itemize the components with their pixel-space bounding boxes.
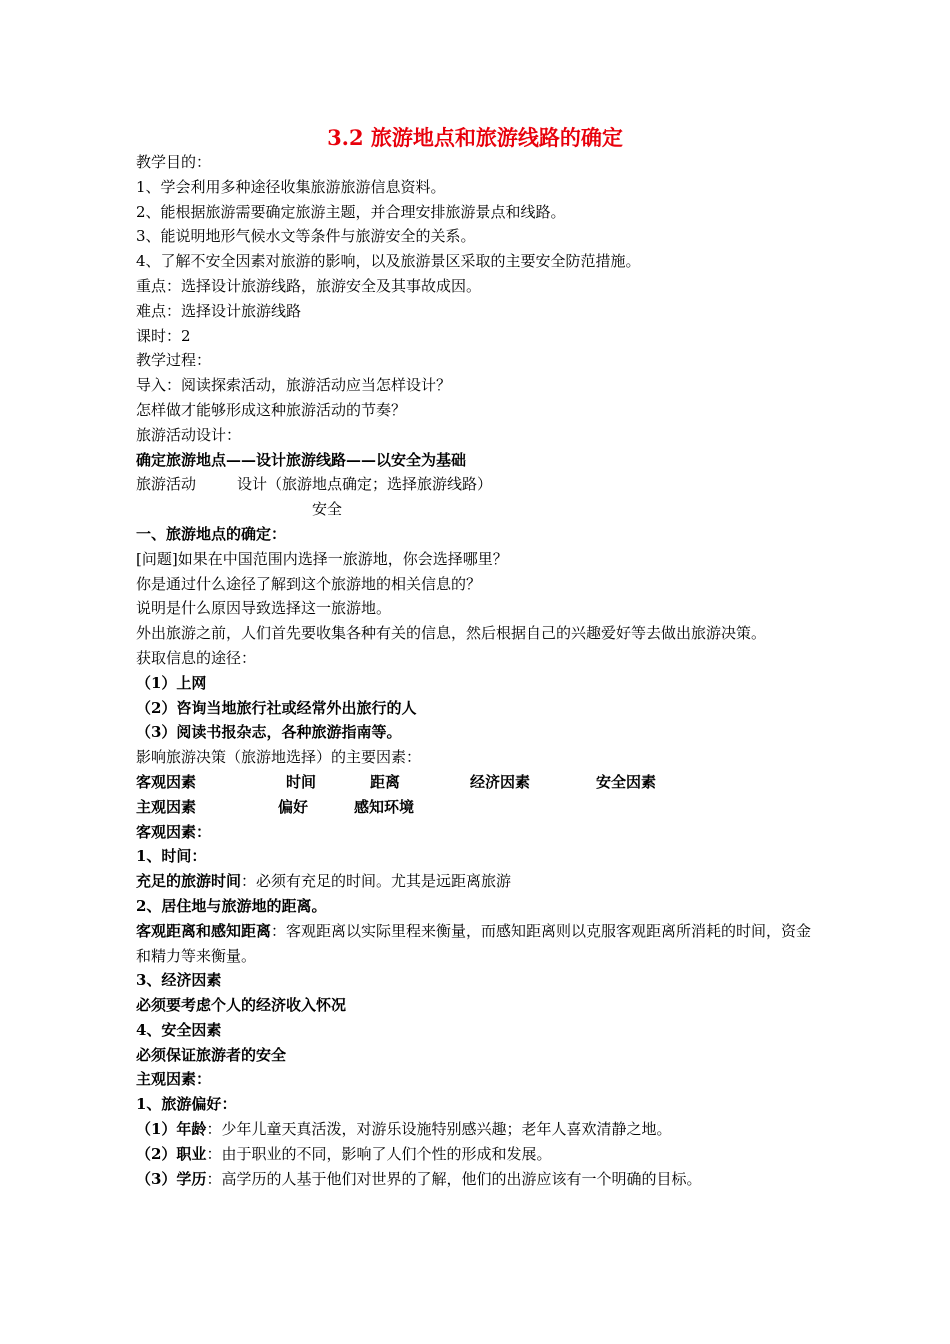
text-line: 课时：2: [136, 326, 191, 345]
definition: ：客观距离以实际里程来衡量，而感知距离则以克服客观距离所消耗的时间，资金和精力等来衡量。: [136, 921, 812, 965]
text-line: 2、能根据旅游需要确定旅游主题，并合理安排旅游景点和线路。: [136, 202, 566, 221]
sub-heading: 3、经济因素: [136, 971, 222, 990]
section-heading: 客观因素：: [136, 822, 212, 841]
definition: ：少年儿童天真活泼，对游乐设施特别感兴趣；老年人喜欢清静之地。: [206, 1120, 672, 1139]
factor-cell: 偏好: [278, 797, 309, 816]
text-line: 旅游活动设计：: [136, 425, 242, 444]
sub-heading: 1、时间：: [136, 847, 207, 866]
factor-cell: 距离: [370, 772, 401, 791]
text-line: [136, 1142, 826, 1167]
safety-label: 安全: [312, 500, 343, 519]
definition: ：由于职业的不同，影响了人们个性的形成和发展。: [206, 1144, 552, 1163]
text-line: [136, 869, 826, 894]
term: （3）学历: [136, 1169, 207, 1188]
subjective-factors-row: [136, 795, 826, 820]
sub-heading: 1、旅游偏好：: [136, 1095, 237, 1114]
objective-factors-row: [136, 770, 826, 795]
activity-label: 旅游活动: [136, 475, 197, 494]
term: （2）职业: [136, 1144, 207, 1163]
text-line: 3、能说明地形气候水文等条件与旅游安全的关系。: [136, 227, 476, 246]
factor-cell: 时间: [286, 772, 317, 791]
document-title: 3.2 旅游地点和旅游线路的确定: [327, 125, 623, 150]
text-line: 你是通过什么途径了解到这个旅游地的相关信息的？: [136, 574, 482, 593]
text-line: [136, 1167, 826, 1192]
text-line-bold: 必须保证旅游者的安全: [136, 1045, 287, 1064]
text-line: 说明是什么原因导致选择这一旅游地。: [136, 599, 392, 618]
text-line: 获取信息的途径：: [136, 648, 257, 667]
term: （1）年龄: [136, 1120, 207, 1139]
definition: ：高学历的人基于他们对世界的了解，他们的出游应该有一个明确的目标。: [206, 1169, 702, 1188]
sub-heading: 2、居住地与旅游地的距离。: [136, 896, 327, 915]
text-line: 难点：选择设计旅游线路: [136, 301, 302, 320]
sub-heading: 4、安全因素: [136, 1020, 222, 1039]
text-line: 导入：阅读探索活动，旅游活动应当怎样设计？: [136, 376, 452, 395]
factor-cell: 主观因素: [136, 797, 197, 816]
text-line: 重点：选择设计旅游线路，旅游安全及其事故成因。: [136, 276, 482, 295]
definition: ：必须有充足的时间。尤其是远距离旅游: [241, 872, 512, 891]
term: 客观距离和感知距离: [136, 921, 272, 940]
text-line: [问题]如果在中国范围内选择一旅游地，你会选择哪里？: [136, 549, 508, 568]
list-item: （3）阅读书报杂志，各种旅游指南等。: [136, 723, 402, 742]
factor-cell: 客观因素: [136, 772, 197, 791]
factor-cell: 安全因素: [596, 772, 657, 791]
text-line: [136, 1117, 826, 1142]
section-heading: 一、旅游地点的确定：: [136, 524, 287, 543]
list-item: （1）上网: [136, 673, 207, 692]
text-line: 1、学会利用多种途径收集旅游旅游信息资料。: [136, 177, 446, 196]
text-line-bold: 必须要考虑个人的经济收入怀况: [136, 996, 347, 1015]
text-line: 教学过程：: [136, 351, 212, 370]
factor-cell: 感知环境: [354, 797, 415, 816]
text-line: 4、了解不安全因素对旅游的影响，以及旅游景区采取的主要安全防范措施。: [136, 252, 641, 271]
list-item: （2）咨询当地旅行社或经常外出旅行的人: [136, 698, 417, 717]
term: 充足的旅游时间: [136, 872, 242, 891]
text-line-bold: 确定旅游地点——设计旅游线路——以安全为基础: [136, 450, 467, 469]
factor-cell: 经济因素: [470, 772, 531, 791]
paragraph: 外出旅游之前，人们首先要收集各种有关的信息，然后根据自己的兴趣爱好等去做出旅游决策。: [136, 624, 767, 643]
design-label: 设计（旅游地点确定；选择旅游线路）: [237, 475, 493, 494]
document-body: [136, 150, 826, 1191]
section-heading: 主观因素：: [136, 1070, 212, 1089]
text-line: 教学目的：: [136, 153, 212, 171]
activity-design-row: [136, 472, 826, 497]
text-line: 怎样做才能够形成这种旅游活动的节奏？: [136, 400, 407, 419]
paragraph: [136, 919, 826, 969]
text-line: 影响旅游决策（旅游地选择）的主要因素：: [136, 748, 422, 767]
